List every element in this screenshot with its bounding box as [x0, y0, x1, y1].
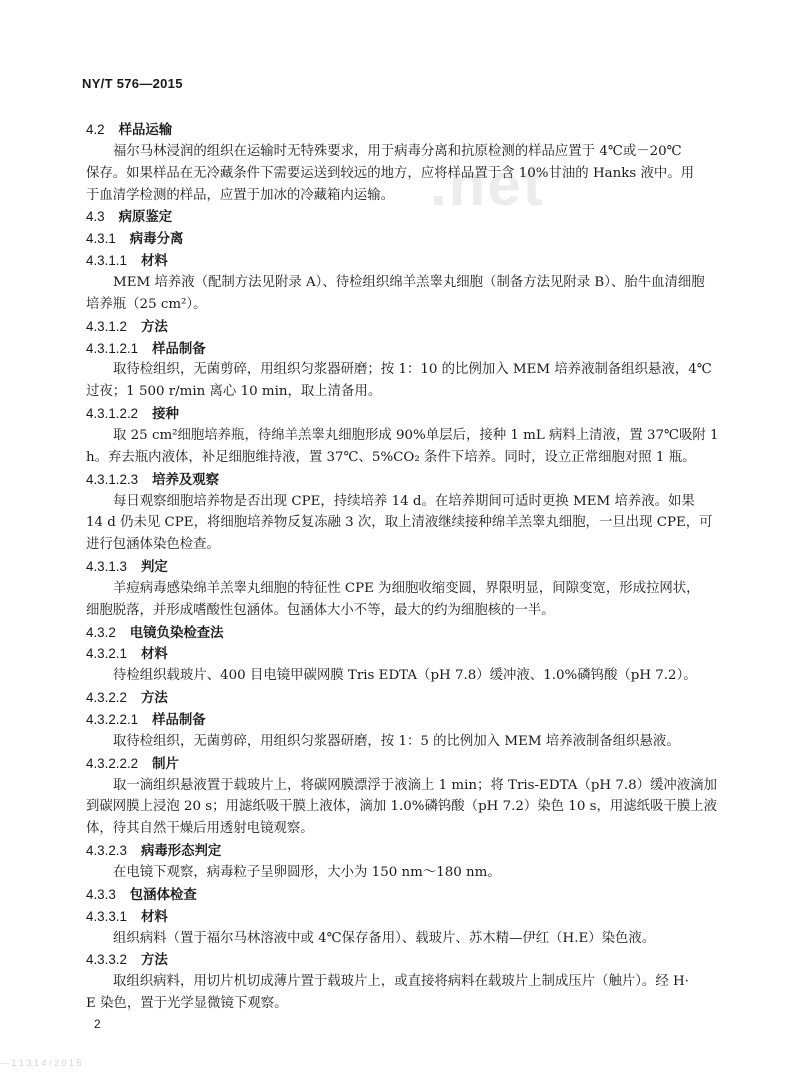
section-title: 电镜负染检查法 [129, 624, 224, 641]
paragraph-line: MEM 培养液（配制方法见附录 A）、待检组织绵羊羔睾丸细胞（制备方法见附录 B）、胎牛血清细胞 [113, 275, 705, 290]
section-heading [86, 339, 206, 360]
section-heading [86, 623, 224, 644]
section-heading [86, 229, 183, 250]
page-number: 2 [94, 1017, 101, 1031]
section-title: 材料 [140, 646, 168, 663]
paragraph-line: 保存。如果样品在无冷藏条件下需要运送到较远的地方，应将样品置于含 10%甘油的 Hanks 液中。用 [86, 165, 695, 181]
section-title: 判定 [140, 559, 168, 575]
section-title: 方法 [140, 690, 168, 707]
section-title: 样品制备 [152, 712, 206, 728]
section-number: 4.3 [86, 209, 105, 225]
section-number: 4.3.1.2.2 [86, 406, 139, 422]
paragraph-line: 在电镜下观察，病毒粒子呈卵圆形，大小为 150 nm～180 nm。 [113, 864, 501, 880]
section-number: 4.3.1.2 [86, 318, 127, 334]
paragraph-line: E 染色，置于光学显微镜下观察。 [86, 996, 288, 1011]
paragraph-line: 待检组织载玻片、400 目电镜甲碳网膜 Tris EDTA（pH 7.8）缓冲液、1.0%磷钨酸（pH 7.2）。 [113, 668, 697, 684]
section-number: 4.3.2 [86, 624, 116, 640]
section-heading [86, 644, 168, 665]
footer-mark: --- 1 1 3 1 4 / 2 0 1 5 [0, 1058, 82, 1068]
paragraph-line: 进行包涵体染色检查。 [86, 537, 220, 553]
section-heading [86, 688, 168, 709]
section-title: 样品运输 [118, 122, 173, 138]
section-number: 4.3.3.2 [86, 952, 127, 968]
paragraph-line: 14 d 仍未见 CPE，将细胞培养物反复冻融 3 次，取上清液继续接种绵羊羔睾丸细胞，一旦出现 CPE，可 [86, 515, 713, 531]
section-number: 4.3.1.2.1 [86, 340, 139, 356]
section-title: 病原鉴定 [118, 209, 173, 226]
section-heading [86, 557, 168, 578]
section-title: 接种 [152, 406, 179, 423]
section-number: 4.3.2.2.2 [86, 755, 139, 771]
section-number: 4.3.1.3 [86, 559, 127, 574]
section-heading [86, 754, 179, 775]
section-title: 材料 [140, 253, 168, 270]
section-number: 4.3.2.1 [86, 646, 127, 662]
paragraph-line: h。弃去瓶内液体，补足细胞维持液，置 37℃、5%CO₂ 条件下培养。同时，设立正常细胞对照 1 瓶。 [86, 449, 696, 465]
paragraph-line: 取 25 cm²细胞培养瓶，待绵羊羔睾丸细胞形成 90%单层后，接种 1 mL 病料上清液，置 37℃吸附 1 [113, 427, 719, 443]
paragraph-line: 到碳网膜上浸泡 20 s；用滤纸吸干膜上液体，滴加 1.0%磷钨酸（pH 7.2）染色 10 s，用滤纸吸干膜上液 [86, 799, 717, 815]
section-heading [86, 207, 172, 228]
paragraph-line: 取一滴组织悬液置于载玻片上，将碳网膜漂浮于液滴上 1 min；将 Tris-EDTA（pH 7.8）缓冲液滴加 [113, 777, 717, 793]
paragraph-line: 每日观察细胞培养物是否出现 CPE，持续培养 14 d。在培养期间可适时更换 MEM 培养液。如果 [113, 493, 695, 509]
section-heading [86, 404, 179, 425]
section-heading [86, 710, 206, 731]
section-heading [86, 317, 168, 338]
section-title: 方法 [140, 318, 168, 335]
paragraph-line: 福尔马林浸润的组织在运输时无特殊要求，用于病毒分离和抗原检测的样品应置于 4℃或－20℃ [113, 143, 682, 159]
paragraph-line: 取组织病料，用切片机切成薄片置于载玻片上，或直接将病料在载玻片上制成压片（触片）。经 H· [113, 974, 689, 990]
section-title: 样品制备 [152, 340, 206, 357]
section-heading [86, 841, 221, 862]
paragraph-line: 体，待其自然干燥后用透射电镜观察。 [86, 821, 314, 837]
section-number: 4.3.2.2.1 [86, 712, 139, 727]
paragraph-line: 取待检组织，无菌剪碎，用组织匀浆器研磨；按 1：10 的比例加入 MEM 培养液制备组织悬液，4℃ [113, 362, 712, 378]
watermark: .net [430, 151, 545, 218]
section-title: 包涵体检查 [129, 886, 197, 903]
section-title: 材料 [140, 908, 168, 925]
section-heading [86, 251, 168, 272]
section-number: 4.2 [86, 122, 105, 137]
section-number: 4.3.2.3 [86, 843, 127, 859]
section-title: 培养及观察 [152, 471, 220, 488]
paragraph-line: 培养瓶（25 cm²）。 [86, 296, 207, 312]
paragraph-line: 过夜；1 500 r/min 离心 10 min，取上清备用。 [86, 384, 382, 400]
section-heading [86, 950, 168, 971]
section-number: 4.3.1.2.3 [86, 471, 139, 487]
paragraph-line: 羊痘病毒感染绵羊羔睾丸细胞的特征性 CPE 为细胞收缩变圆，界限明显，间隙变宽，形成拉网状， [113, 580, 700, 596]
section-number: 4.3.1.1 [86, 253, 127, 269]
section-number: 4.3.1 [86, 231, 116, 247]
section-heading [86, 470, 219, 491]
section-heading [86, 885, 197, 906]
section-number: 4.3.2.2 [86, 690, 127, 706]
section-heading [86, 907, 168, 928]
section-title: 病毒分离 [129, 231, 184, 248]
section-number: 4.3.3 [86, 886, 116, 902]
section-title: 方法 [140, 952, 168, 969]
paragraph-line: 于血清学检测的样品，应置于加冰的冷藏箱内运输。 [86, 187, 394, 203]
standard-number: NY/T 576—2015 [82, 76, 183, 91]
paragraph-line: 组织病料（置于福尔马林溶液中或 4℃保存备用）、载玻片、苏木精—伊红（H.E）染色液。 [113, 930, 656, 946]
section-title: 病毒形态判定 [140, 843, 222, 860]
section-number: 4.3.3.1 [86, 908, 127, 924]
paragraph-line: 细胞脱落，并形成嗜酸性包涵体。包涵体大小不等，最大的约为细胞核的一半。 [86, 602, 555, 618]
section-title: 制片 [152, 755, 179, 772]
section-heading [86, 120, 172, 141]
paragraph-line: 取待检组织，无菌剪碎，用组织匀浆器研磨，按 1：5 的比例加入 MEM 培养液制备组织悬液。 [113, 733, 680, 749]
